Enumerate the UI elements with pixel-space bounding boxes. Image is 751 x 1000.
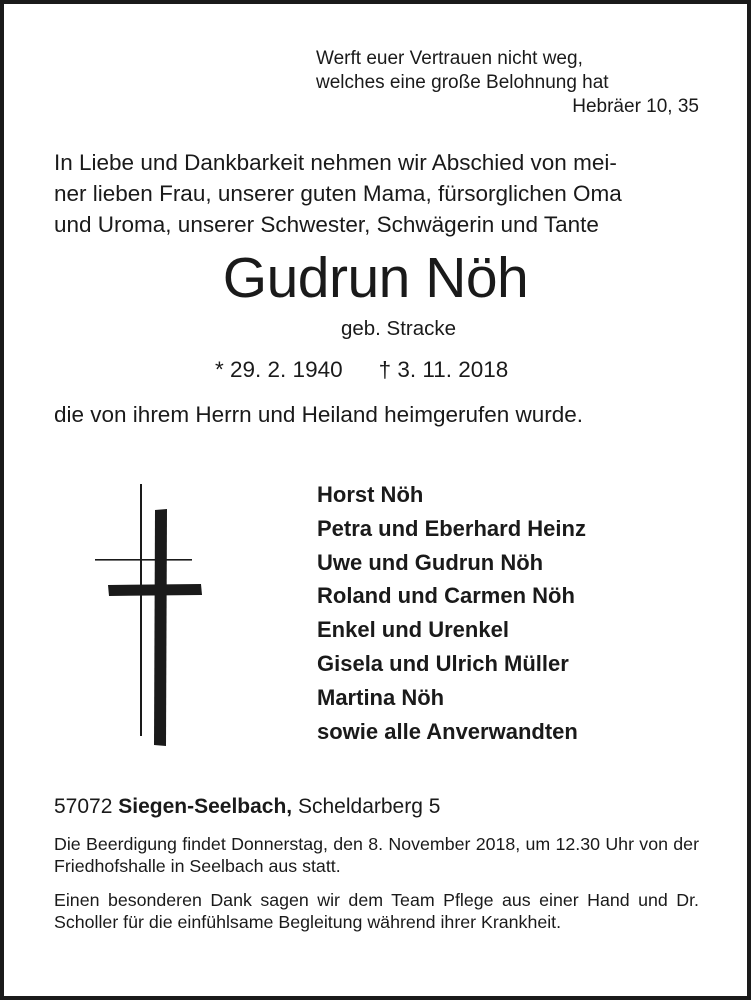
mourner-item: Petra und Eberhard Heinz bbox=[317, 515, 586, 541]
cross-icon bbox=[92, 484, 204, 746]
bible-reference: Hebräer 10, 35 bbox=[572, 96, 699, 117]
thanks-text: Einen besonderen Dank sagen wir dem Team Pflege aus einer Hand und Dr. Scholler für die einfühlsame Begleitung während ihrer Krankheit. bbox=[54, 890, 699, 932]
mourner-item: Enkel und Urenkel bbox=[317, 617, 509, 643]
address-city: Siegen-Seelbach, bbox=[118, 795, 293, 818]
deceased-name: Gudrun Nöh bbox=[222, 246, 529, 310]
mourners-list bbox=[317, 478, 586, 748]
mourner-item: sowie alle Anverwandten bbox=[317, 718, 578, 744]
family-address bbox=[54, 792, 440, 822]
intro-line-1: In Liebe und Dankbarkeit nehmen wir Abschied von mei- bbox=[54, 150, 617, 175]
bible-quote-line-1: Werft euer Vertrauen nicht weg, bbox=[316, 48, 583, 69]
death-date: † 3. 11. 2018 bbox=[378, 357, 509, 382]
birth-date: * 29. 2. 1940 bbox=[215, 357, 343, 382]
address-street: Scheldarberg 5 bbox=[298, 795, 441, 818]
maiden-name: geb. Stracke bbox=[340, 317, 457, 340]
homecall-text: die von ihrem Herrn und Heiland heimgerufen wurde. bbox=[54, 402, 584, 427]
mourner-item: Uwe und Gudrun Nöh bbox=[317, 549, 544, 575]
mourner-item: Gisela und Ulrich Müller bbox=[317, 650, 569, 676]
mourner-item: Martina Nöh bbox=[317, 684, 445, 710]
bible-quote bbox=[316, 47, 609, 95]
mourner-item: Roland und Carmen Nöh bbox=[317, 583, 575, 609]
intro-line-2: ner lieben Frau, unserer guten Mama, fürsorglichen Oma bbox=[54, 181, 622, 206]
intro-text bbox=[54, 147, 699, 240]
intro-line-3: und Uroma, unserer Schwester, Schwägerin und Tante bbox=[54, 212, 599, 237]
mourner-item: Horst Nöh bbox=[317, 482, 424, 507]
life-dates bbox=[215, 355, 508, 385]
funeral-notice: Die Beerdigung findet Donnerstag, den 8. November 2018, um 12.30 Uhr von der Friedhofshalle in Seelbach aus statt. bbox=[54, 834, 699, 876]
bible-quote-line-2: welches eine große Belohnung hat bbox=[316, 72, 609, 93]
postal-code: 57072 bbox=[54, 795, 113, 818]
